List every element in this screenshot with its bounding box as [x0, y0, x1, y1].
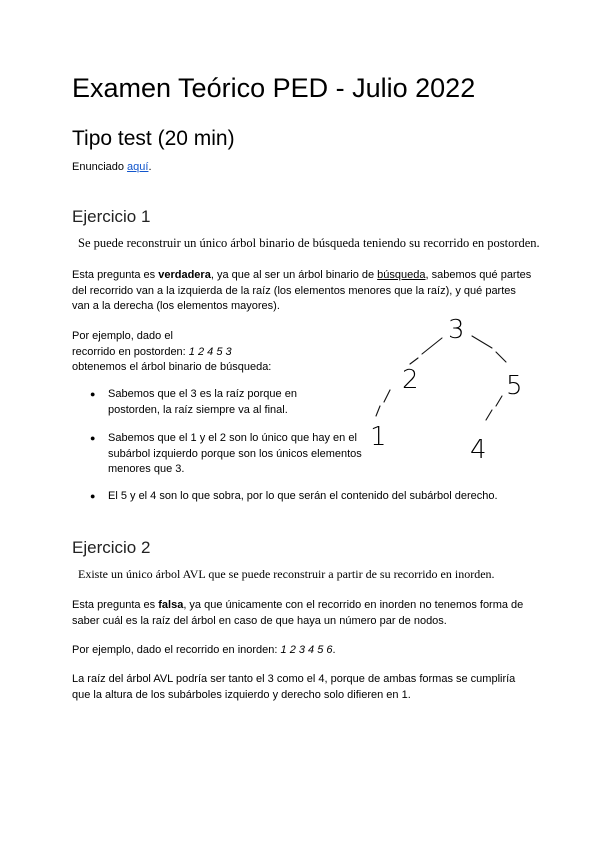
tree-edge — [422, 338, 442, 354]
tree-sketch — [360, 310, 540, 470]
example-sequence: 1 2 3 4 5 6 — [280, 644, 333, 656]
ejercicio-1-answer — [72, 268, 532, 315]
enunciado-link[interactable]: aquí — [127, 161, 149, 173]
answer-text: Esta pregunta es — [72, 269, 159, 281]
example-line-1: Por ejemplo, dado el — [72, 330, 173, 342]
answer-verdict: verdadera — [158, 269, 211, 281]
answer-text: , sabemos qué partes del recorrido van a la izquierda de la raíz (los elementos menores que la raíz), y qué partes van a la derecha (los elementos mayores). — [72, 269, 532, 312]
ejercicio-1-heading: Ejercicio 1 — [72, 207, 151, 226]
ejercicio-2-explanation: La raíz del árbol AVL podría ser tanto el 3 como el 4, porque de ambas formas se cumpliría que la altura de los subárboles izquierdo y derecho solo difieren en 1. — [72, 673, 516, 701]
answer-text: , ya que únicamente con el recorrido en inorden no tenemos forma de saber cuál es la raíz del árbol en caso de que haya un número par de nodos. — [72, 599, 524, 627]
section-heading-tipo-test: Tipo test (20 min) — [72, 127, 235, 150]
bullet-item: ● El 5 y el 4 son lo que sobra, por lo que serán el contenido del subárbol derecho. — [72, 489, 542, 505]
ejercicio-1-question: Se puede reconstruir un único árbol binario de búsqueda teniendo su recorrido en postorden. — [78, 236, 540, 250]
example-sequence: 1 2 4 5 3 — [188, 345, 232, 358]
tree-node-root: 3 — [448, 315, 465, 345]
example-line-2 — [72, 345, 332, 361]
ejercicio-1-bullets — [72, 489, 542, 505]
tree-edge — [384, 390, 390, 402]
bullet-item: ● Sabemos que el 1 y el 2 son lo único que hay en el subárbol izquierdo porque son los únicos elementos menores que 3. — [72, 431, 362, 478]
example-prefix: recorrido en postorden: — [72, 345, 189, 358]
ejercicio-1-example — [72, 329, 332, 376]
enunciado-prefix: Enunciado — [72, 161, 128, 173]
ejercicio-2-answer — [72, 598, 532, 629]
answer-verdict: falsa — [158, 599, 184, 611]
ejercicio-2-example — [72, 643, 532, 659]
tree-node: 1 — [370, 422, 387, 452]
ejercicio-2-heading: Ejercicio 2 — [72, 538, 151, 557]
ejercicio-1-bullets — [72, 387, 332, 418]
tree-node: 5 — [506, 371, 523, 401]
tree-edge — [376, 406, 380, 416]
answer-text: , ya que al ser un árbol binario de — [210, 269, 378, 281]
page-title: Examen Teórico PED - Julio 2022 — [72, 73, 476, 103]
example-line-3: obtenemos el árbol binario de búsqueda: — [72, 361, 272, 373]
answer-text: Esta pregunta es — [72, 599, 159, 611]
tree-edge — [472, 336, 492, 348]
tree-edge — [410, 358, 418, 364]
tree-edge — [496, 396, 502, 406]
tree-node: 2 — [402, 365, 419, 395]
ejercicio-2-question: Existe un único árbol AVL que se puede reconstruir a partir de su recorrido en inorden. — [78, 567, 495, 581]
ejercicio-1-bullets — [72, 431, 362, 478]
example-prefix: Por ejemplo, dado el recorrido en inorden: — [72, 644, 281, 656]
bullet-item: ● Sabemos que el 3 es la raíz porque en postorden, la raíz siempre va al final. — [72, 387, 332, 418]
answer-underline: búsqueda — [377, 269, 426, 281]
enunciado-line — [72, 160, 152, 176]
enunciado-suffix: . — [148, 161, 152, 173]
tree-edge — [486, 410, 492, 420]
tree-node: 4 — [470, 435, 487, 465]
tree-edge — [496, 352, 506, 362]
example-suffix: . — [332, 644, 336, 656]
